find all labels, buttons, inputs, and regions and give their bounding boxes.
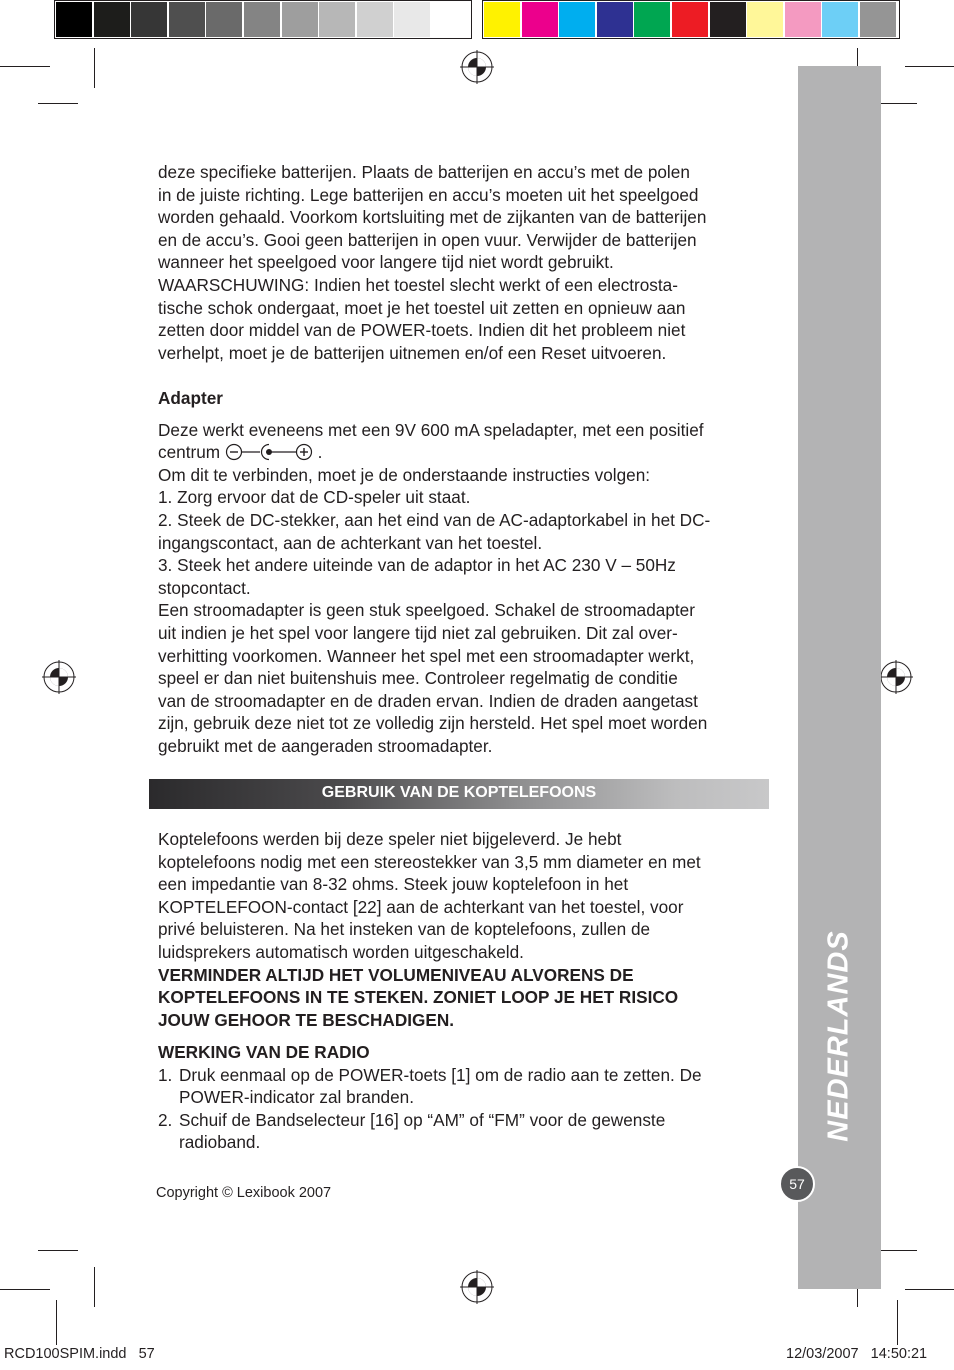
- crop-mark: [897, 1300, 898, 1345]
- crop-mark: [905, 66, 954, 67]
- gray-swatch: [206, 2, 242, 37]
- copyright-text: Copyright © Lexibook 2007: [156, 1185, 332, 1201]
- registration-mark-icon: [42, 660, 76, 694]
- text-line: ingangscontact, aan de achterkant van het toestel.: [158, 532, 543, 553]
- centrum-line: [158, 441, 778, 464]
- gray-swatch: [394, 2, 430, 37]
- gray-swatch: [169, 2, 205, 37]
- gray-swatch: [244, 2, 280, 37]
- text-line: Koptelefoons werden bij deze speler niet bijgeleverd. Je hebt: [158, 829, 622, 849]
- text-line: 1. Zorg ervoor dat de CD-speler uit staat.: [158, 487, 471, 508]
- list-number: 2.: [158, 1109, 173, 1130]
- text-line: van de stroomadapter en de draden ervan. Indien de draden aangetast: [158, 690, 698, 711]
- section-banner: [149, 779, 769, 809]
- date-time-info: 12/03/2007 14:50:21: [786, 1346, 928, 1362]
- centrum-end: .: [317, 442, 323, 463]
- crop-mark: [94, 1267, 95, 1307]
- registration-mark-icon: [460, 50, 494, 84]
- adapter-section: [158, 387, 778, 758]
- text-line: gebruikt met de aangeraden stroomadapter.: [158, 735, 493, 756]
- gray-swatch: [432, 2, 468, 37]
- centrum-label: centrum: [158, 442, 221, 463]
- text-line: Druk eenmaal op de POWER-toets [1] om de radio aan te zetten. De: [179, 1064, 702, 1085]
- list-item: [158, 1109, 778, 1154]
- battery-section: [158, 161, 778, 364]
- color-swatch: [785, 2, 821, 37]
- text-line: speel er dan niet buitenshuis mee. Controleer regelmatig de conditie: [158, 668, 678, 689]
- registration-mark-icon: [879, 660, 913, 694]
- warning-line: JOUW GEHOOR TE BESCHADIGEN.: [158, 1009, 455, 1030]
- list-item: [158, 1064, 778, 1109]
- text-line: 3. Steek het andere uiteinde van de adaptor in het AC 230 V – 50Hz: [158, 555, 676, 576]
- registration-mark-icon: [460, 1270, 494, 1304]
- text-line: stopcontact.: [158, 577, 251, 598]
- text-line: koptelefoons nodig met een stereostekker van 3,5 mm diameter en met: [158, 851, 701, 872]
- crop-mark: [877, 1250, 917, 1251]
- gray-swatch: [282, 2, 318, 37]
- headphones-section: [158, 828, 778, 1031]
- gray-swatch: [56, 2, 92, 37]
- text-line: een impedantie van 8-32 ohms. Steek jouw koptelefoon in het: [158, 874, 629, 895]
- color-swatch: [747, 2, 783, 37]
- text-line: Schuif de Bandselecteur [16] op “AM” of “FM” voor de gewenste: [179, 1109, 666, 1130]
- color-swatch: [672, 2, 708, 37]
- crop-mark: [0, 66, 50, 67]
- color-swatch: [597, 2, 633, 37]
- text-line: Deze werkt eveneens met een 9V 600 mA speladapter, met een positief: [158, 419, 704, 440]
- gray-swatch: [357, 2, 393, 37]
- text-line: tische schok ondergaat, moet je het toestel uit zetten en opnieuw aan: [158, 297, 686, 318]
- color-swatch: [559, 2, 595, 37]
- crop-mark: [38, 1250, 78, 1251]
- warning-line: VERMINDER ALTIJD HET VOLUMENIVEAU ALVORENS DE: [158, 964, 634, 985]
- text-line: in de juiste richting. Lege batterijen en accu’s moeten uit het speelgoed: [158, 184, 699, 205]
- text-line: uit indien je het spel voor langere tijd niet zal gebruiken. Dit zal over-: [158, 622, 678, 643]
- text-line: 2. Steek de DC-stekker, aan het eind van de AC-adaptorkabel in het DC-: [158, 509, 711, 530]
- text-line: Een stroomadapter is geen stuk speelgoed. Schakel de stroomadapter: [158, 600, 695, 621]
- language-label: NEDERLANDS: [822, 930, 855, 1142]
- text-line: verhitting voorkomen. Wanneer het spel met een stroomadapter werkt,: [158, 645, 695, 666]
- adapter-heading: Adapter: [158, 388, 223, 408]
- crop-mark: [56, 1300, 57, 1345]
- warning-line: KOPTELEFOONS IN TE STEKEN. ZONIET LOOP JE HET RISICO: [158, 987, 679, 1008]
- radio-section: [158, 1041, 778, 1154]
- text-line: zijn, gebruik deze niet tot ze volledig zijn hersteld. Het spel moet worden: [158, 713, 708, 734]
- text-line: POWER-indicator zal branden.: [179, 1087, 414, 1108]
- file-info: RCD100SPIM.indd 57: [4, 1346, 155, 1362]
- section-banner-title: GEBRUIK VAN DE KOPTELEFOONS: [321, 784, 597, 801]
- color-swatch: [634, 2, 670, 37]
- radio-heading: WERKING VAN DE RADIO: [158, 1042, 370, 1062]
- crop-mark: [877, 103, 917, 104]
- text-line: radioband.: [179, 1132, 261, 1153]
- page-number-badge: 57: [779, 1166, 815, 1202]
- color-swatch: [522, 2, 558, 37]
- text-line: KOPTELEFOON-contact [22] aan de achterkant van het toestel, voor: [158, 896, 684, 917]
- text-line: verhelpt, moet je de batterijen uitnemen en/of een Reset uitvoeren.: [158, 342, 667, 363]
- crop-mark: [38, 103, 78, 104]
- color-swatch: [484, 2, 520, 37]
- text-line: Om dit te verbinden, moet je de onderstaande instructies volgen:: [158, 464, 651, 485]
- text-line: deze specifieke batterijen. Plaats de batterijen en accu’s met de polen: [158, 162, 690, 182]
- text-line: wanneer het speelgoed voor langere tijd niet wordt gebruikt.: [158, 252, 614, 273]
- text-line: en de accu’s. Gooi geen batterijen in open vuur. Verwijder de batterijen: [158, 229, 697, 250]
- crop-mark: [0, 1289, 50, 1290]
- text-line: zetten door middel van de POWER-toets. Indien dit het probleem niet: [158, 320, 686, 341]
- color-swatch: [710, 2, 746, 37]
- gray-swatch: [94, 2, 130, 37]
- text-line: worden gehaald. Voorkom kortsluiting met de zijkanten van de batterijen: [158, 207, 707, 228]
- gray-swatch: [131, 2, 167, 37]
- text-line: luidsprekers automatisch worden uitgeschakeld.: [158, 941, 524, 962]
- text-line: privé beluisteren. Na het insteken van de koptelefoons, zullen de: [158, 919, 651, 940]
- color-swatch: [822, 2, 858, 37]
- crop-mark: [905, 1289, 954, 1290]
- polarity-icon: [225, 443, 313, 461]
- crop-mark: [94, 48, 95, 88]
- text-line: WAARSCHUWING: Indien het toestel slecht werkt of een electrosta-: [158, 274, 678, 295]
- list-number: 1.: [158, 1064, 173, 1085]
- gray-swatch: [319, 2, 355, 37]
- color-swatch: [860, 2, 896, 37]
